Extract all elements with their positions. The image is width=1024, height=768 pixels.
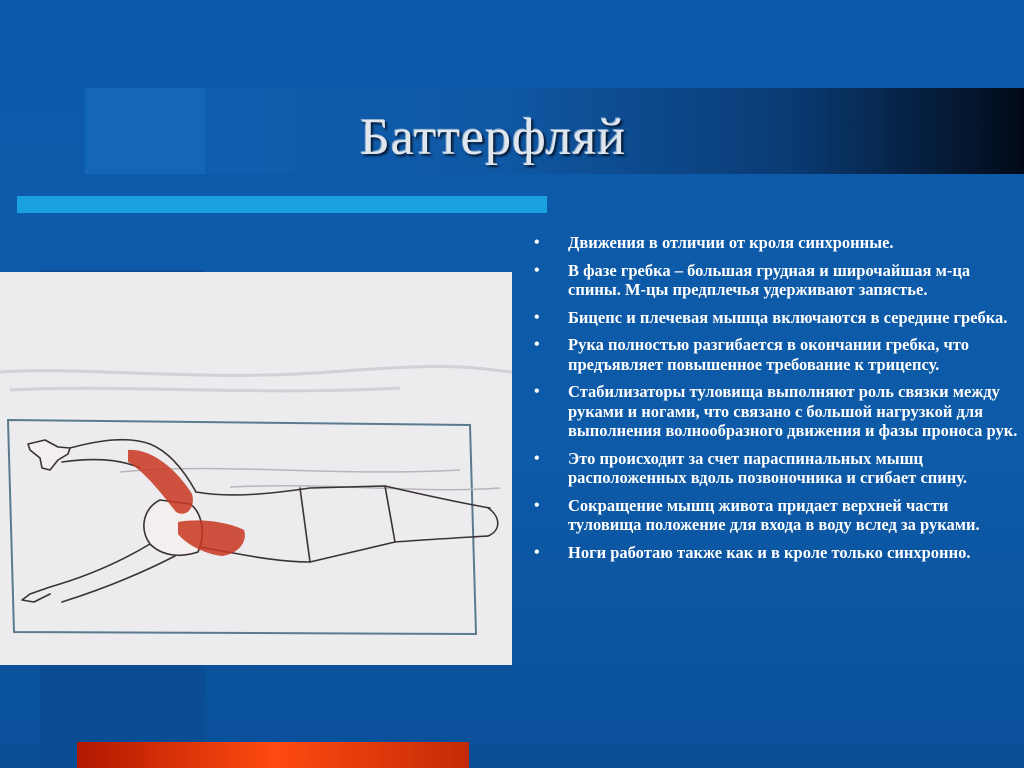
bullet-glyph: • — [534, 496, 540, 514]
bullet-glyph: • — [534, 383, 540, 400]
butterfly-swimmer-drawing — [0, 272, 512, 665]
bullet-text: Это происходит за счет параспинальных мышц расположенных вдоль позвоночника и сгибает спину. — [568, 448, 968, 487]
swimmer-illustration — [0, 272, 512, 665]
bullet-glyph: • — [534, 336, 540, 353]
title-band-accent — [85, 88, 205, 174]
bullet-item — [530, 449, 1018, 488]
bullet-text: Сокращение мышц живота придает верхней части туловища положение для входа в воду вслед за руками. — [568, 495, 980, 534]
bullet-text: Движения в отличии от кроля синхронные. — [568, 233, 894, 252]
bullet-item — [530, 261, 1018, 300]
bullet-item — [530, 496, 1018, 535]
bullet-list — [530, 233, 1018, 570]
bullet-item — [530, 382, 1018, 441]
bullet-text: Ноги работаю также как и в кроле только синхронно. — [568, 542, 971, 562]
bullet-text: Рука полностью разгибается в окончании гребка, что предъявляет повышенное требование к трицепсу. — [568, 335, 969, 374]
bullet-glyph: • — [534, 308, 540, 326]
accent-bar-cyan — [17, 196, 547, 213]
slide-title: Баттерфляй — [360, 109, 627, 166]
bullet-text: Бицепс и плечевая мышца включаются в середине гребка. — [568, 307, 1008, 327]
bullet-text: Стабилизаторы туловища выполняют роль связки между руками и ногами, что связано с большой нагрузкой для выполнения волнообразного движения и фазы проноса рук. — [568, 382, 1018, 440]
bullet-item — [530, 335, 1018, 374]
bullet-text: В фазе гребка – большая грудная и широчайшая м-ца спины. М-цы предплечья удерживают запястье. — [568, 260, 971, 299]
bullet-glyph: • — [534, 261, 540, 279]
bullet-glyph: • — [534, 449, 540, 467]
bullet-glyph: • — [534, 543, 540, 561]
bullet-item — [530, 233, 1018, 253]
bullet-item — [530, 543, 1018, 563]
bullet-glyph: • — [534, 234, 540, 251]
bullet-item — [530, 308, 1018, 328]
accent-bar-red — [77, 742, 469, 768]
